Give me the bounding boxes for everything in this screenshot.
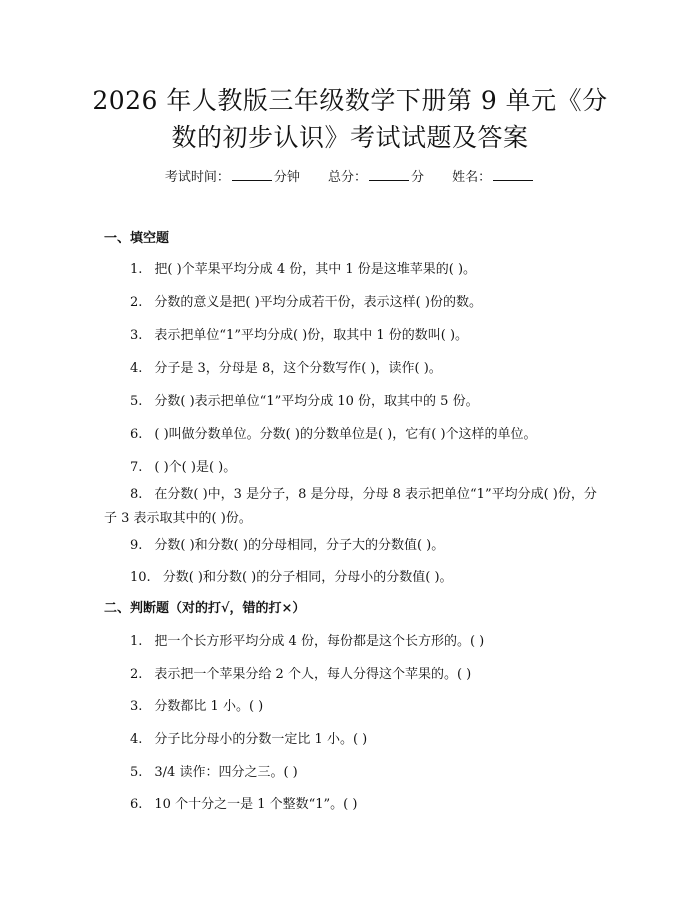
question-item: [104, 633, 604, 651]
question-number: 3.: [130, 699, 143, 714]
question-text: 分子是 3，分母是 8，这个分数写作( )，读作( )。: [154, 361, 442, 376]
exam-info-line: [0, 168, 700, 187]
exam-time-unit: 分钟: [273, 170, 300, 185]
question-text: 分数( )和分数( )的分子相同，分母小的分数值( )。: [162, 570, 453, 585]
question-item: [104, 569, 604, 587]
question-item: [104, 294, 604, 312]
question-item: [104, 537, 604, 555]
question-number: 6.: [130, 427, 143, 442]
exam-time-blank: [232, 168, 272, 181]
question-text: 表示把单位“1”平均分成( )份，取其中 1 份的数叫( )。: [154, 328, 469, 343]
question-number: 1.: [130, 262, 143, 277]
exam-time: [165, 168, 300, 187]
question-number: 9.: [130, 538, 143, 553]
question-number: 8.: [130, 487, 143, 502]
question-number: 5.: [130, 394, 143, 409]
question-text: 分数的意义是把( )平均分成若干份，表示这样( )份的数。: [154, 295, 482, 310]
question-item: [104, 796, 604, 814]
question-text: 10 个十分之一是 1 个整数“1”。( ): [154, 797, 358, 812]
title-line-1: 2026 年人教版三年级数学下册第 9 单元《分: [92, 86, 608, 115]
question-number: 1.: [130, 634, 143, 649]
question-number: 10.: [130, 570, 151, 585]
student-name: [452, 168, 535, 187]
question-item: [104, 261, 604, 279]
question-number: 5.: [130, 765, 143, 780]
exam-time-label: 考试时间：: [164, 170, 230, 185]
section-true-false-heading: 二、判断题（对的打√，错的打×）: [104, 601, 306, 616]
section-fill-in-heading: 一、填空题: [104, 231, 170, 246]
title-line-2: 数的初步认识》考试试题及答案: [171, 123, 529, 152]
question-item: [104, 426, 604, 444]
question-text: 表示把一个苹果分给 2 个人，每人分得这个苹果的。( ): [154, 667, 472, 682]
question-text: 分数都比 1 小。( ): [154, 699, 264, 714]
question-item: [104, 698, 604, 716]
question-number: 4.: [130, 732, 143, 747]
question-text: 把一个长方形平均分成 4 份，每份都是这个长方形的。( ): [154, 634, 485, 649]
question-text: 把( )个苹果平均分成 4 份，其中 1 份是这堆苹果的( )。: [154, 262, 477, 277]
question-number: 3.: [130, 328, 143, 343]
question-item: [104, 666, 604, 684]
question-text: 在分数( )中，3 是分子，8 是分母，分母 8 表示把单位“1”平均分成( )份，分子 3 表示取其中的( )份。: [104, 487, 597, 526]
question-text: ( )个( )是( )。: [154, 460, 237, 475]
question-text: 分子比分母小的分数一定比 1 小。( ): [154, 732, 368, 747]
question-number: 2.: [130, 295, 143, 310]
total-score-label: 总分：: [327, 170, 367, 185]
question-text: ( )叫做分数单位。分数( )的分数单位是( )，它有( )个这样的单位。: [154, 427, 537, 442]
document-title: [0, 82, 700, 156]
student-name-label: 姓名：: [452, 170, 492, 185]
question-text: 分数( )表示把单位“1”平均分成 10 份，取其中的 5 份。: [154, 394, 479, 409]
total-score: [328, 168, 424, 187]
question-number: 2.: [130, 667, 143, 682]
student-name-blank: [493, 168, 533, 181]
question-text: 3/4 读作：四分之三。( ): [154, 765, 298, 780]
question-text: 分数( )和分数( )的分母相同，分子大的分数值( )。: [154, 538, 445, 553]
question-item: [104, 764, 604, 782]
question-item: [104, 483, 604, 531]
question-number: 7.: [130, 460, 143, 475]
question-item: [104, 393, 604, 411]
total-score-unit: 分: [411, 170, 425, 185]
question-number: 6.: [130, 797, 143, 812]
question-item: [104, 327, 604, 345]
question-item: [104, 459, 604, 477]
total-score-blank: [369, 168, 409, 181]
question-item: [104, 360, 604, 378]
question-item: [104, 731, 604, 749]
question-number: 4.: [130, 361, 143, 376]
